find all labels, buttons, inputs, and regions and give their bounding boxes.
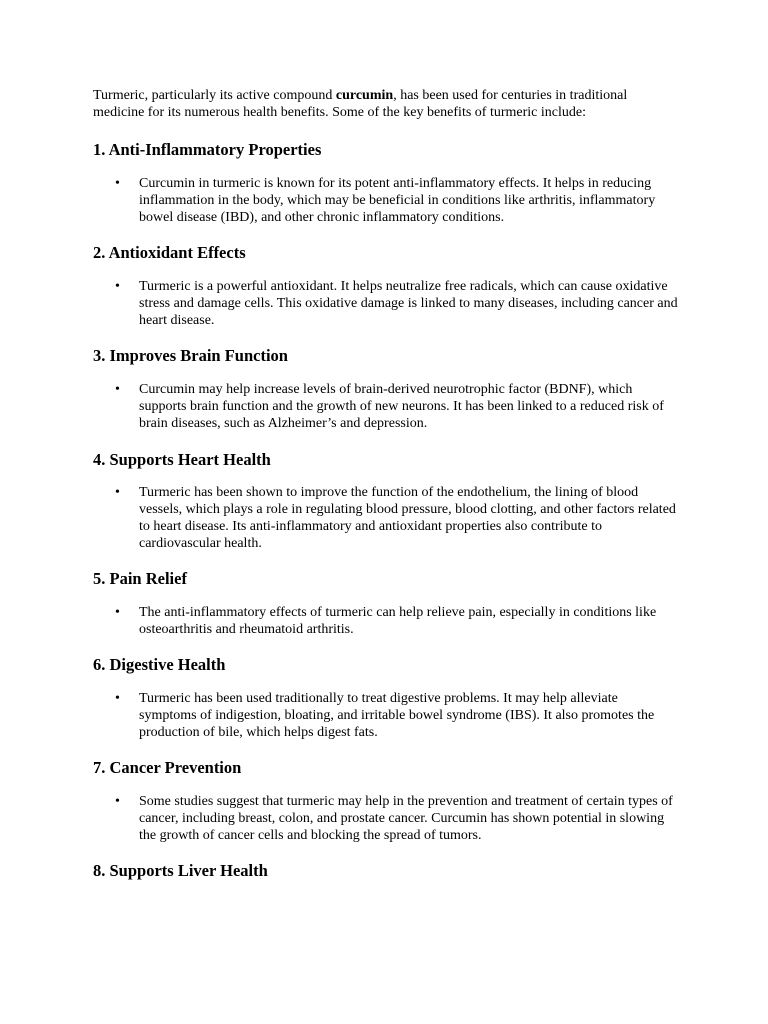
list-item <box>93 793 678 844</box>
bullet-list <box>93 690 678 741</box>
bullet-list <box>93 793 678 844</box>
list-item <box>93 175 678 226</box>
bullet-dot: • <box>115 382 120 397</box>
bullet-dot: • <box>115 279 120 294</box>
list-item <box>93 690 678 741</box>
intro-text-start: Turmeric, particularly its active compound <box>93 88 336 103</box>
intro-paragraph <box>93 87 678 121</box>
list-item <box>93 484 678 552</box>
bullet-text: Curcumin in turmeric is known for its potent anti-inflammatory effects. It helps in reducing inflammation in the body, which may be beneficial in conditions like arthritis, inflammatory bowel disease (IBD), and other chronic inflammatory conditions. <box>139 176 656 225</box>
section-title: 4. Supports Heart Health <box>93 450 271 469</box>
bullet-dot: • <box>115 794 120 809</box>
section-title: 2. Antioxidant Effects <box>93 243 246 262</box>
bullet-text: Some studies suggest that turmeric may help in the prevention and treatment of certain types of cancer, including breast, colon, and prostate cancer. Curcumin has shown potential in slowing the growth of cancer cells and blocking the spread of tumors. <box>139 794 673 843</box>
bullet-dot: • <box>115 691 120 706</box>
list-item <box>93 278 678 329</box>
bullet-list <box>93 604 678 638</box>
bullet-text: Turmeric is a powerful antioxidant. It helps neutralize free radicals, which can cause oxidative stress and damage cells. This oxidative damage is linked to many diseases, including cancer and heart disease. <box>139 279 678 328</box>
section-title: 7. Cancer Prevention <box>93 758 242 777</box>
section-title: 5. Pain Relief <box>93 569 187 588</box>
bullet-dot: • <box>115 605 120 620</box>
document-page <box>93 87 678 881</box>
list-item <box>93 604 678 638</box>
section-title: 1. Anti-Inflammatory Properties <box>93 140 322 159</box>
bullet-text: The anti-inflammatory effects of turmeric can help relieve pain, especially in conditions like osteoarthritis and rheumatoid arthritis. <box>139 605 657 637</box>
intro-bold-term: curcumin <box>335 88 394 103</box>
intro-text-end: , has been used for centuries in traditional medicine for its numerous health benefits. Some of the key benefits of turmeric include: <box>93 88 628 120</box>
section-title: 3. Improves Brain Function <box>93 346 288 365</box>
bullet-dot: • <box>115 176 120 191</box>
bullet-list <box>93 175 678 226</box>
bullet-text: Turmeric has been shown to improve the function of the endothelium, the lining of blood vessels, which plays a role in regulating blood pressure, blood clotting, and other factors related to heart disease. Its anti-inflammatory and antioxidant properties also contribute to cardiovascular health. <box>139 485 676 551</box>
bullet-list <box>93 278 678 329</box>
section-title: 8. Supports Liver Health <box>93 861 268 880</box>
bullet-dot: • <box>115 485 120 500</box>
section-title: 6. Digestive Health <box>93 655 226 674</box>
list-item <box>93 381 678 432</box>
bullet-text: Turmeric has been used traditionally to treat digestive problems. It may help alleviate symptoms of indigestion, bloating, and irritable bowel syndrome (IBS). It also promotes the production of bile, which helps digest fats. <box>139 691 655 740</box>
bullet-text: Curcumin may help increase levels of brain-derived neurotrophic factor (BDNF), which supports brain function and the growth of new neurons. It has been linked to a reduced risk of brain diseases, such as Alzheimer’s and depression. <box>139 382 664 431</box>
bullet-list <box>93 381 678 432</box>
bullet-list <box>93 484 678 552</box>
